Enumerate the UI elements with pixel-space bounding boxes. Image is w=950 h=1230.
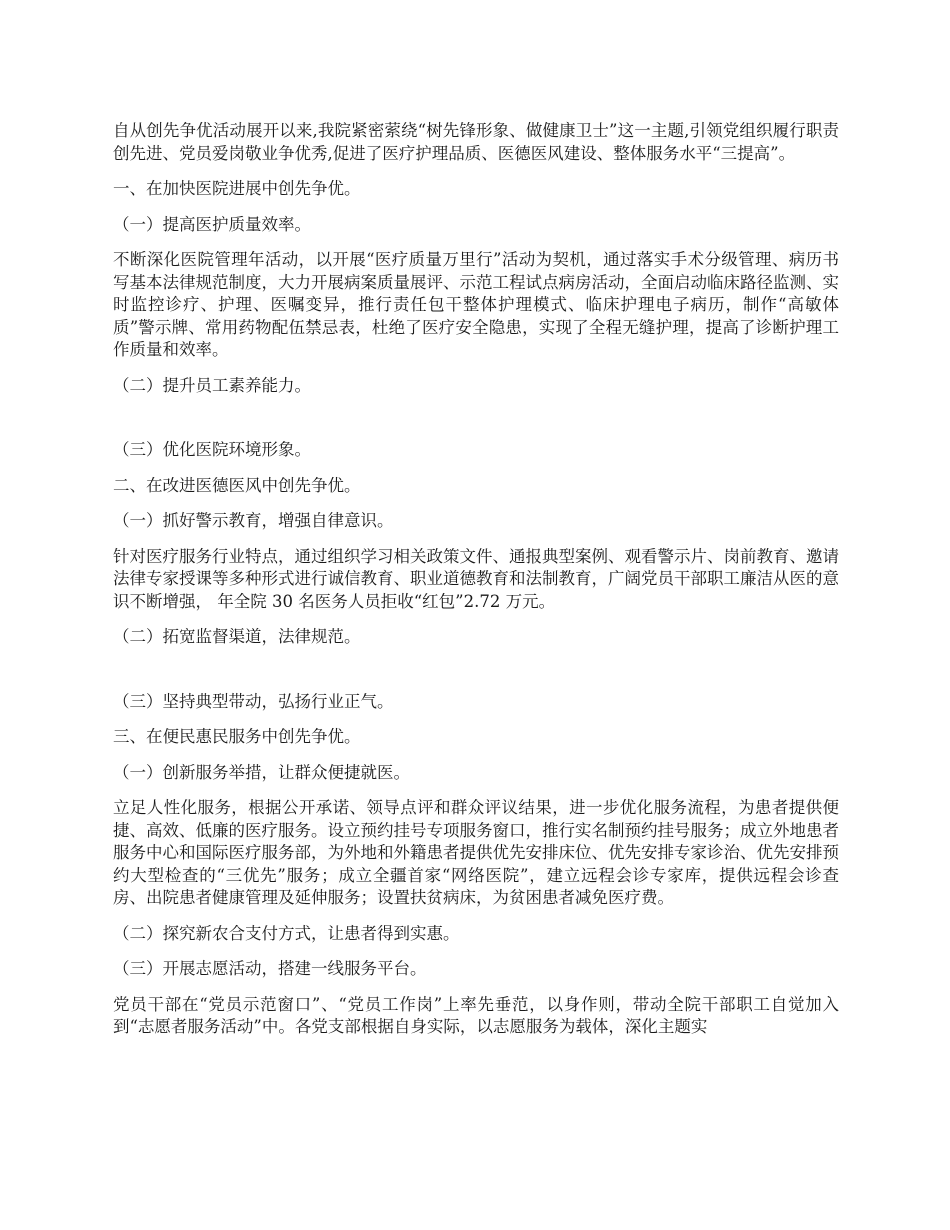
section-heading-2: 二、在改进医德医风中创先争优。 xyxy=(113,475,361,495)
spacer xyxy=(113,749,839,762)
spacer xyxy=(113,945,839,958)
spacer xyxy=(113,462,839,475)
subsection-heading-2-1: （一）抓好警示教育，增强自律意识。 xyxy=(113,511,394,530)
spacer xyxy=(113,981,839,994)
subsection-heading-1-2: （二）提升员工素养能力。 xyxy=(113,375,311,395)
spacer xyxy=(113,649,839,691)
document-body xyxy=(113,120,839,1039)
paragraph-3-1: 立足人性化服务，根据公开承诺、领导点评和群众评议结果，进一步优化服务流程，为患者提供便捷、高效、低廉的医疗服务。设立预约挂号专项服务窗口，推行实名制预约挂号服务；成立外地患者服务中心和国际医疗服务部，为外地和外籍患者提供优先安排床位、优先安排专家诊治、优先安排预约大型检查的“三优先”服务；成立全疆首家“网络医院”，建立远程会诊专家库，提供远程会诊查房、出院患者健康管理及延伸服务；设置扶贫病床，为贫困患者减免医疗费。 xyxy=(113,798,839,907)
subsection-heading-2-2: （二）拓宽监督渠道，法律规范。 xyxy=(113,627,361,646)
spacer xyxy=(113,165,839,178)
spacer xyxy=(113,533,839,546)
subsection-heading-3-2: （二）探究新农合支付方式，让患者得到实惠。 xyxy=(113,923,460,943)
subsection-heading-3-1: （一）创新服务举措，让群众便捷就医。 xyxy=(113,762,410,782)
spacer xyxy=(113,236,839,249)
spacer xyxy=(113,201,839,214)
spacer xyxy=(113,713,839,726)
subsection-heading-3-3: （三）开展志愿活动，搭建一线服务平台。 xyxy=(113,959,427,978)
intro-paragraph: 自从创先争优活动展开以来,我院紧密萦绕“树先锋形象、做健康卫士”这一主题,引领党组织履行职责创先进、党员爱岗敬业争优秀,促进了医疗护理品质、医德医风建设、整体服务水平“三提高”。 xyxy=(113,121,839,163)
spacer xyxy=(113,497,839,510)
subsection-heading-1-3: （三）优化医院环境形象。 xyxy=(113,440,311,459)
spacer xyxy=(113,910,839,923)
section-heading-3: 三、在便民惠民服务中创先争优。 xyxy=(113,727,361,746)
paragraph-1-1: 不断深化医院管理年活动，以开展“医疗质量万里行”活动为契机，通过落实手术分级管理、病历书写基本法律规范制度，大力开展病案质量展评、示范工程试点病房活动，全面启动临床路径监测、实时监控诊疗、护理、医嘱变异，推行责任包干整体护理模式、临床护理电子病历，制作“高敏体质”警示牌、常用药物配伍禁忌表，杜绝了医疗安全隐患，实现了全程无缝护理，提高了诊断护理工作质量和效率。 xyxy=(113,250,839,359)
spacer xyxy=(113,613,839,626)
paragraph-2-1: 针对医疗服务行业特点，通过组织学习相关政策文件、通报典型案例、观看警示片、岗前教育、邀请法律专家授课等多种形式进行诚信教育、职业道德教育和法制教育，广阔党员干部职工廉洁从医的意识不断增强， 年全院 30 名医务人员拒收“红包”2.72 万元。 xyxy=(113,546,839,611)
section-heading-1: 一、在加快医院进展中创先争优。 xyxy=(113,179,361,198)
paragraph-3-3: 党员干部在“党员示范窗口”、“党员工作岗”上率先垂范，以身作则，带动全院干部职工自觉加入到“志愿者服务活动”中。各党支部根据自身实际，以志愿服务为载体，深化主题实 xyxy=(113,994,839,1036)
spacer xyxy=(113,784,839,797)
subsection-heading-2-3: （三）坚持典型带动，弘扬行业正气。 xyxy=(113,691,394,711)
spacer xyxy=(113,397,839,439)
subsection-heading-1-1: （一）提高医护质量效率。 xyxy=(113,214,311,234)
spacer xyxy=(113,362,839,375)
